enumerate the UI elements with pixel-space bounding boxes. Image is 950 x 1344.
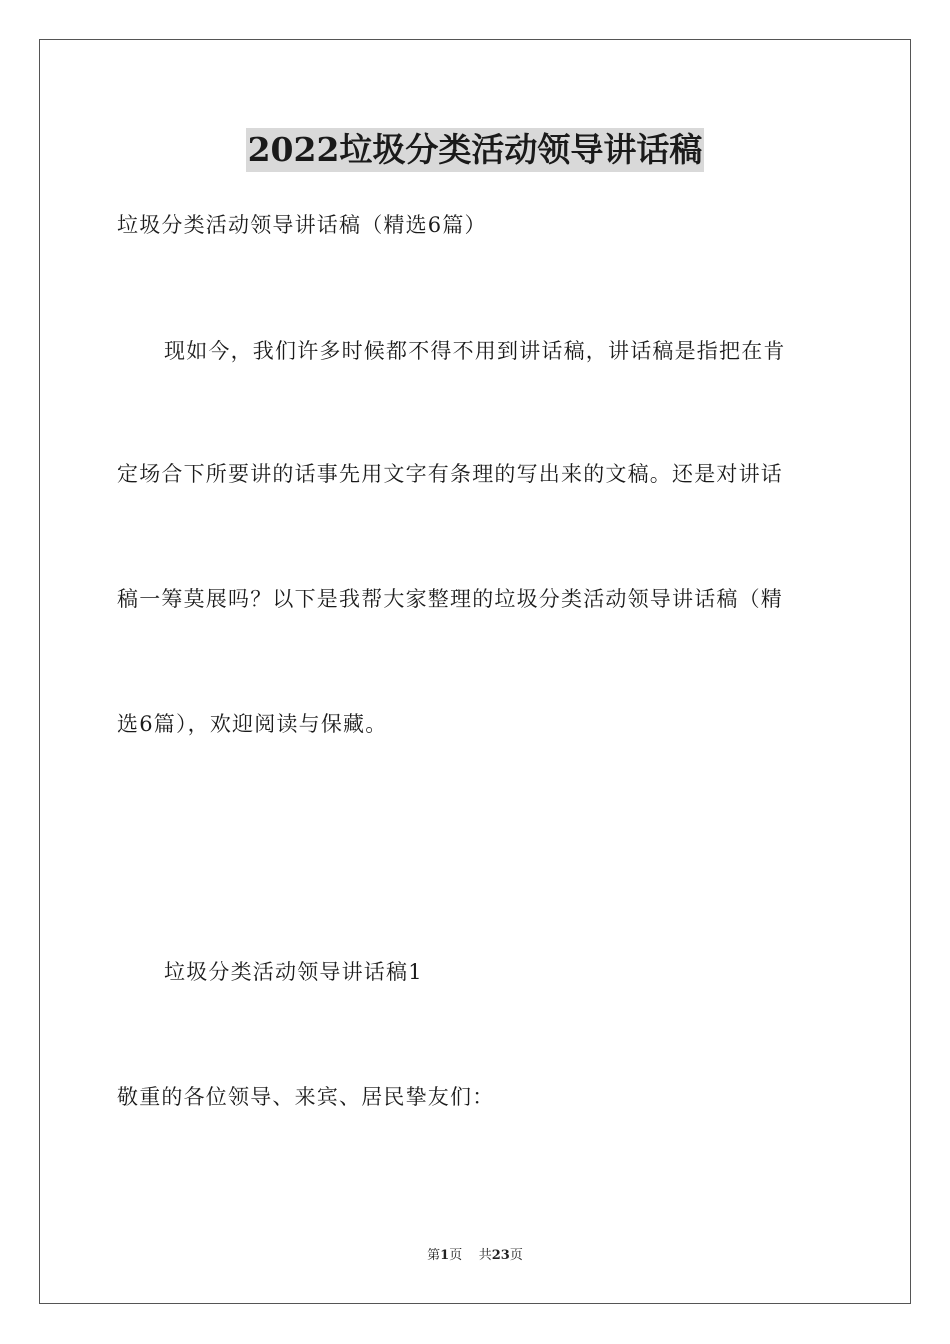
footer-page-prefix: 第 xyxy=(427,1248,441,1263)
document-title: 2022垃圾分类活动领导讲话稿 xyxy=(246,128,705,172)
intro-line-4: 选6篇），欢迎阅读与保藏。 xyxy=(117,712,388,736)
footer-page-total: 23 xyxy=(491,1248,510,1263)
footer-page-unit: 页 xyxy=(449,1248,463,1263)
footer-total-prefix: 共 xyxy=(478,1248,492,1263)
title-container xyxy=(0,128,950,172)
footer-page-current: 1 xyxy=(440,1248,450,1263)
footer-total-unit: 页 xyxy=(509,1248,523,1263)
section-heading: 垃圾分类活动领导讲话稿1 xyxy=(164,960,423,984)
intro-line-1: 现如今，我们许多时候都不得不用到讲话稿，讲话稿是指把在肯 xyxy=(164,339,786,363)
intro-line-3: 稿一筹莫展吗？以下是我帮大家整理的垃圾分类活动领导讲话稿（精 xyxy=(117,587,783,611)
salutation: 敬重的各位领导、来宾、居民挚友们： xyxy=(117,1085,495,1109)
document-subtitle: 垃圾分类活动领导讲话稿（精选6篇） xyxy=(117,213,487,237)
intro-line-2: 定场合下所要讲的话事先用文字有条理的写出来的文稿。还是对讲话 xyxy=(117,462,783,486)
page-footer xyxy=(0,1247,950,1265)
